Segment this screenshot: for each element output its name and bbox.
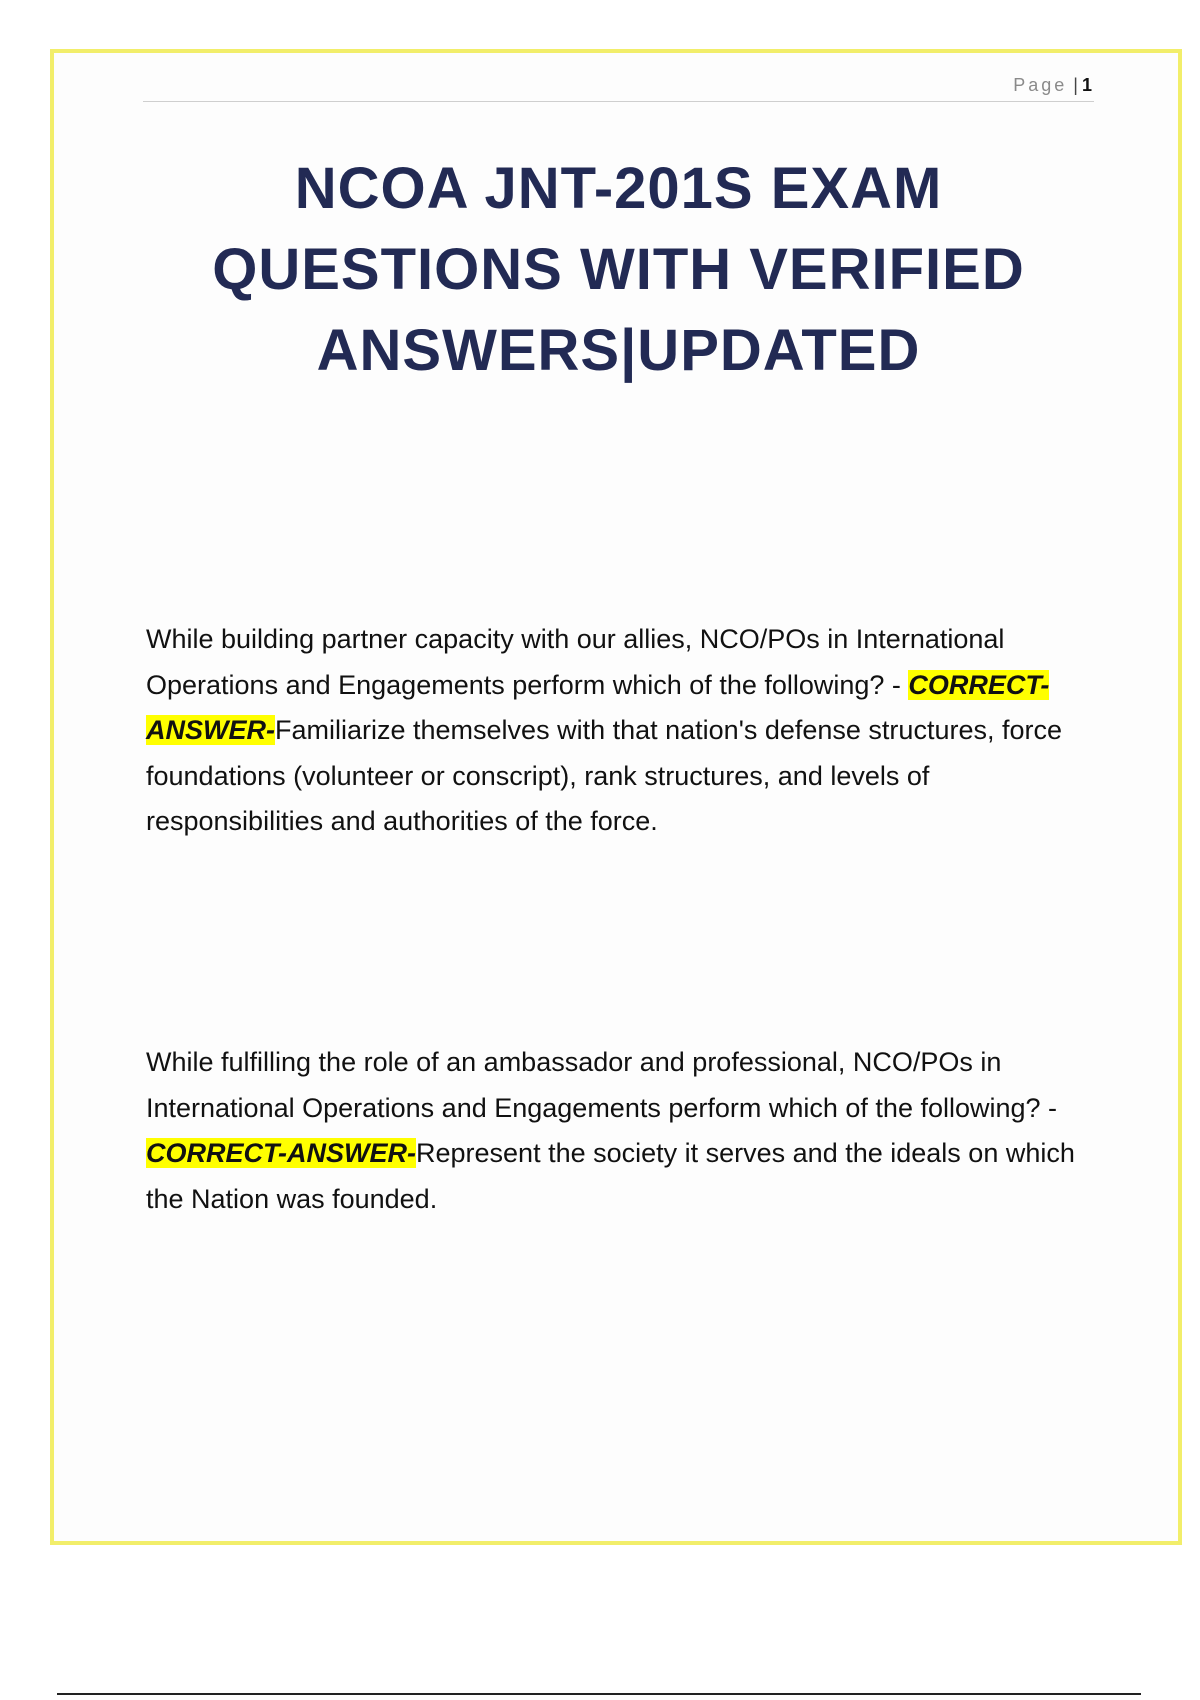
answer-text: Familiarize themselves with that nation's defense structures, force foundations (volunteer or conscript), rank structures, and levels of responsibilities and authorities of the force. (146, 715, 1062, 836)
page-separator: | (1073, 75, 1078, 95)
question-text: While building partner capacity with our allies, NCO/POs in International Operations and Engagements perform which of the following? - (146, 624, 1005, 700)
header-divider (143, 101, 1094, 102)
correct-answer-tag: CORRECT-ANSWER- (146, 669, 1050, 745)
page-number (1013, 75, 1092, 96)
question-text: While fulfilling the role of an ambassador and professional, NCO/POs in International Operations and Engagements perform which of the following? - (146, 1047, 1058, 1123)
page-label: Page (1013, 75, 1068, 95)
question-block (146, 617, 1094, 845)
page-number-value: 1 (1081, 75, 1092, 95)
bottom-rule (57, 1693, 1141, 1695)
correct-answer-tag: CORRECT-ANSWER- (146, 1138, 416, 1168)
answer-text: Represent the society it serves and the ideals on which the Nation was founded. (146, 1138, 1075, 1214)
document-title: NCOA JNT-201S EXAM QUESTIONS WITH VERIFIED ANSWERS|UPDATED (212, 156, 1025, 383)
question-block (146, 1040, 1094, 1222)
